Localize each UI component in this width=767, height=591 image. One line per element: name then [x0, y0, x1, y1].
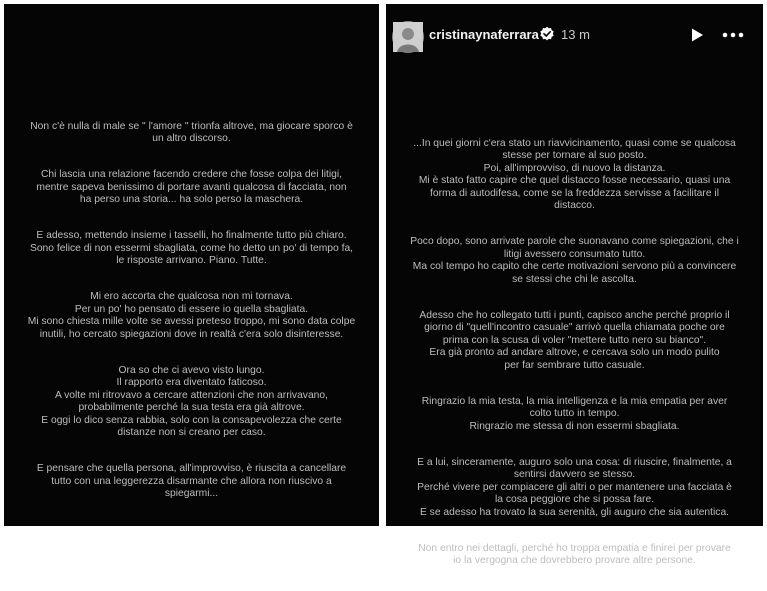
story-paragraph: E a lui, sinceramente, auguro solo una cosa: di riuscire, finalmente, a sentirsi davvero se stesso. Perché vivere per compiacere gli altri o per mantenere una facciata è la cosa peggiore che si possa fare. E se adesso ha trovato la sua serenità, gli auguro che sia autentica.: [417, 456, 732, 518]
story-paragraph: Adesso che ho collegato tutti i punti, capisco anche perché proprio il giorno di "quell'incontro casuale" arrivò quella chiamata poche ore prima con la scusa di voler "mettere tutto nero su bianco". Era già pronto ad andare altrove, e cercava solo un modo pulito per far sembrare tutto casuale.: [419, 309, 730, 371]
story-paragraph: Non entro nei dettagli, perché ho troppa empatia e finirei per provare io la vergogna che dovrebbero provare altre persone.: [418, 542, 731, 566]
story-paragraph: Poco dopo, sono arrivate parole che suonavano come spiegazioni, che i litigi avessero consumato tutto. Ma col tempo ho capito che certe motivazioni servono più a convincere se stessi che chi le ascolta.: [410, 236, 739, 285]
story-paragraph: Mi ero accorta che qualcosa non mi tornava. Per un po' ho pensato di essere io quella sbagliata. Mi sono chiesta mille volte se avessi preteso troppo, mi sono data colpe inutili, ho cercato spiegazioni dove in realtà c'era solo disinteresse.: [27, 291, 356, 340]
left-story-panel: [4, 4, 379, 526]
story-paragraph: ...In quei giorni c'era stato un riavvicinamento, quasi come se qualcosa stesse per tornare al suo posto. Poi, all'improvviso, di nuovo la distanza. Mi è stato fatto capire che quel distacco fosse necessario, quasi una forma di autodifesa, come se la freddezza servisse a facilitare il distacco.: [413, 137, 736, 211]
right-story-panel: [386, 4, 763, 566]
story-header: [386, 4, 763, 74]
post-time: 13 m: [561, 27, 590, 42]
more-options-icon[interactable]: [720, 26, 746, 44]
avatar[interactable]: [392, 21, 424, 53]
story-paragraph: Ora so che ci avevo visto lungo. Il rapporto era diventato faticoso. A volte mi ritrovavo a cercare attenzioni che non arrivavano, probabilmente perché la sua testa era già altrove. E oggi lo dico senza rabbia, solo con la consapevolezza che certe distanze non si creano per caso.: [41, 364, 342, 438]
story-paragraph: Ringrazio la mia testa, la mia intelligenza e la mia empatia per aver colto tutto in tempo. Ringrazio me stessa di non essermi sbagliata.: [421, 395, 728, 432]
avatar-image: [393, 22, 423, 52]
story-paragraph: E adesso, mettendo insieme i tasselli, ho finalmente tutto più chiaro. Sono felice di non essermi sbagliata, come ho detto un po' di tempo fa, le risposte arrivano. Piano. Tutte.: [29, 230, 354, 266]
story-paragraph: E pensare che quella persona, all'improvviso, è riuscita a cancellare tutto con una leggerezza disarmante che allora non riuscivo a spiegarmi...: [36, 463, 347, 499]
verified-badge-icon: [539, 26, 555, 42]
story-paragraph: Chi lascia una relazione facendo credere che fosse colpa dei litigi, mentre sapeva benissimo di portare avanti qualcosa di facciata, non ha perso una storia... ha solo perso la maschera.: [36, 169, 347, 205]
story-text: [396, 125, 753, 591]
story-text: [16, 108, 367, 524]
story-paragraph: Non c'è nulla di male se " l'amore " trionfa altrove, ma giocare sporco è un altro discorso.: [30, 120, 353, 144]
play-icon[interactable]: [689, 27, 705, 43]
username[interactable]: cristinaynaferrara: [429, 27, 539, 42]
